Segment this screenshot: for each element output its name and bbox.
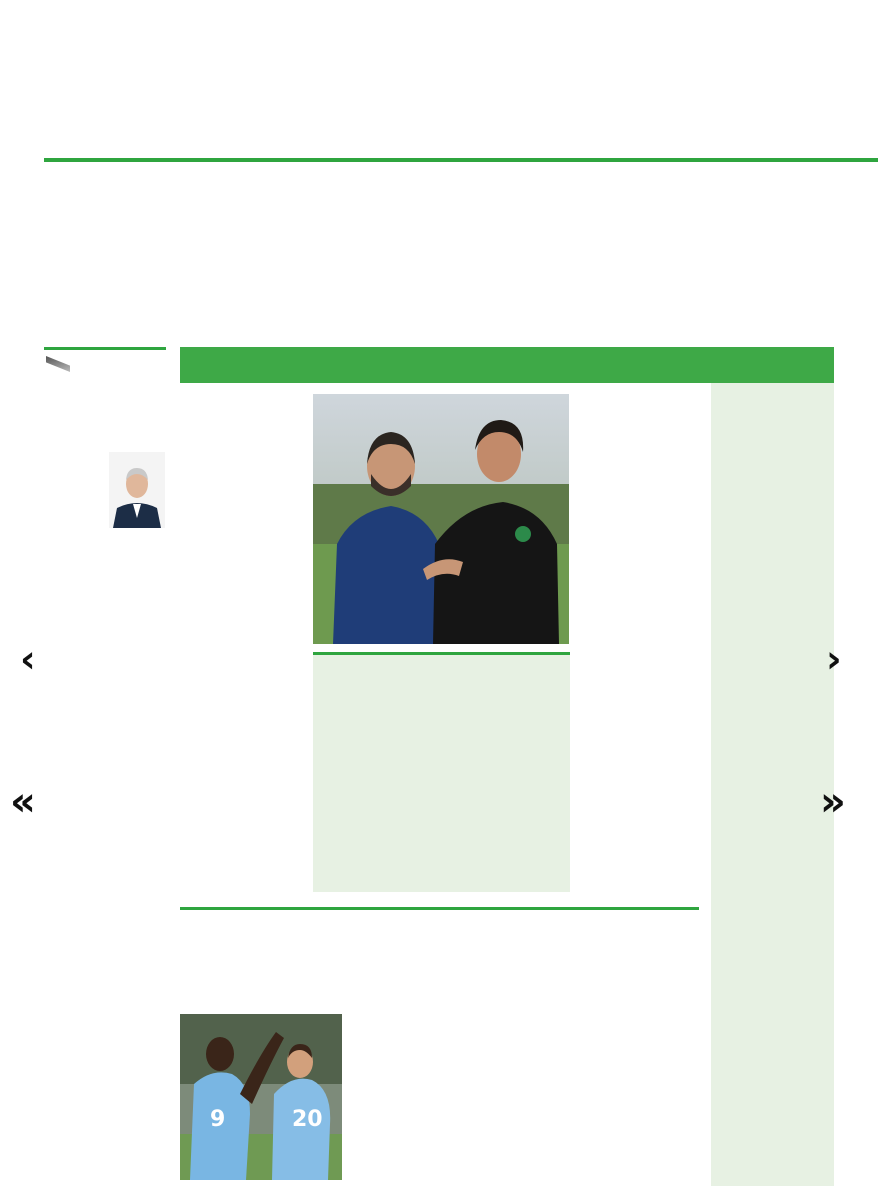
lead-column-1 [180, 410, 304, 895]
players-photo [313, 394, 569, 644]
avellino-column-2 [512, 1012, 700, 1157]
lead-column-2 [578, 396, 702, 896]
column-author-badge [44, 354, 166, 380]
last-page-arrow[interactable]: » [820, 779, 846, 825]
author-mark-icon [46, 356, 70, 372]
questions-box [711, 383, 834, 1186]
soldi-rule [313, 652, 570, 655]
mail-banner [180, 347, 834, 383]
column-body-overflow [44, 528, 166, 1176]
shirt-number-9: 9 [210, 1107, 226, 1132]
avellino-column-1 [347, 1012, 507, 1180]
section-rule [44, 158, 878, 162]
first-page-arrow[interactable]: « [10, 779, 36, 825]
column-rule [44, 347, 166, 350]
next-page-arrow[interactable]: › [826, 637, 842, 681]
soldi-box [313, 652, 570, 892]
column-body [62, 455, 166, 489]
avellino-photo [180, 1014, 342, 1180]
prev-page-arrow[interactable]: ‹ [20, 637, 36, 681]
ratkov-dia-photo [180, 1014, 342, 1180]
avellino-rule [180, 907, 699, 910]
lead-photo [313, 394, 569, 644]
shirt-number-20: 20 [292, 1107, 323, 1132]
soldi-body [321, 750, 561, 874]
